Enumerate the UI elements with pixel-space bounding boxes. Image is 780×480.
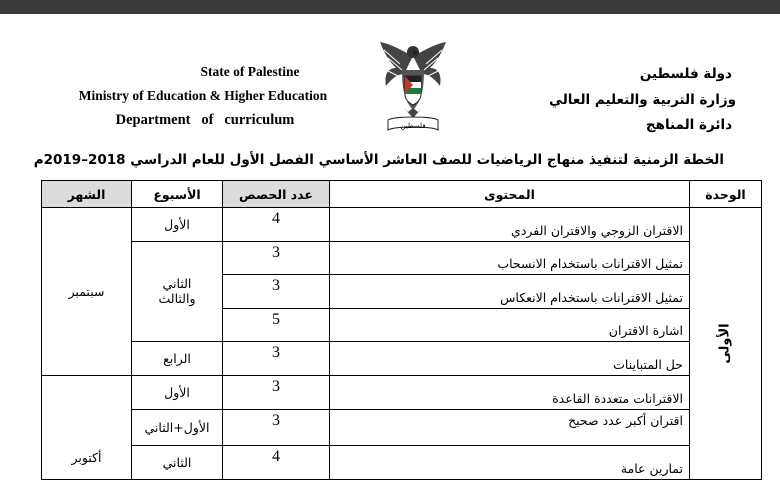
state-name-ar: دولة فلسطين — [639, 66, 732, 82]
count-cell: 3 — [223, 375, 330, 409]
department-name-ar: دائرة المناهج — [645, 117, 732, 133]
content-cell: اقتران أكبر عدد صحيح — [330, 409, 690, 446]
top-dark-bar — [0, 0, 780, 14]
header-content: المحتوى — [330, 181, 690, 208]
count-cell: 3 — [223, 409, 330, 446]
palestine-eagle-emblem — [374, 38, 452, 136]
week-cell — [132, 241, 223, 342]
count-cell: 5 — [223, 308, 330, 342]
count-cell: 3 — [223, 275, 330, 309]
department-name-en: Department of curriculum — [115, 112, 295, 128]
week-cell: الأول — [132, 375, 223, 409]
table-row — [42, 208, 762, 242]
emblem-scroll-text: فلسطين — [400, 122, 426, 130]
month-cell-october: أكتوبر — [42, 375, 132, 479]
count-cell: 3 — [223, 342, 330, 376]
table-row — [42, 446, 762, 480]
header-week: الأسبوع — [132, 181, 223, 208]
month-cell-september: سبتمبر — [42, 208, 132, 376]
week-label: الثاني والثالث — [158, 276, 196, 307]
content-cell: حل المتباينات — [330, 342, 690, 376]
header-lesson-count: عدد الحصص — [223, 181, 330, 208]
table-row — [42, 342, 762, 376]
unit-label: الأولى — [717, 323, 733, 365]
content-cell: اشارة الاقتران — [330, 308, 690, 342]
header-month: الشهر — [42, 181, 132, 208]
week-cell: الأول+الثاني — [132, 409, 223, 446]
schedule-table — [41, 180, 762, 480]
state-name-en: State of Palestine — [200, 64, 300, 79]
week-cell: الأول — [132, 208, 223, 242]
count-cell: 4 — [223, 446, 330, 480]
unit-cell — [690, 208, 762, 480]
ministry-name-ar: وزارة التربية والتعليم العالي — [549, 92, 736, 108]
table-header-row — [42, 181, 762, 208]
content-cell: الاقتران الزوجي والاقتران الفردي — [330, 208, 690, 242]
table-row — [42, 409, 762, 446]
header-unit: الوحدة — [690, 181, 762, 208]
count-cell: 4 — [223, 208, 330, 242]
content-cell: تمثيل الاقترانات باستخدام الانسحاب — [330, 241, 690, 275]
week-cell: الثاني — [132, 446, 223, 480]
plan-title: الخطة الزمنية لتنفيذ منهاج الرياضيات للصف العاشر الأساسي الفصل الأول للعام الدراسي 2018–2019م — [33, 152, 724, 168]
week-cell: الرابع — [132, 342, 223, 376]
table-row — [42, 241, 762, 275]
count-cell: 3 — [223, 241, 330, 275]
table-row — [42, 375, 762, 409]
ministry-name-en: Ministry of Education & Higher Education — [78, 88, 328, 103]
content-cell: الاقترانات متعددة القاعدة — [330, 375, 690, 409]
content-cell: تمثيل الاقترانات باستخدام الانعكاس — [330, 275, 690, 309]
content-cell: تمارين عامة — [330, 446, 690, 480]
